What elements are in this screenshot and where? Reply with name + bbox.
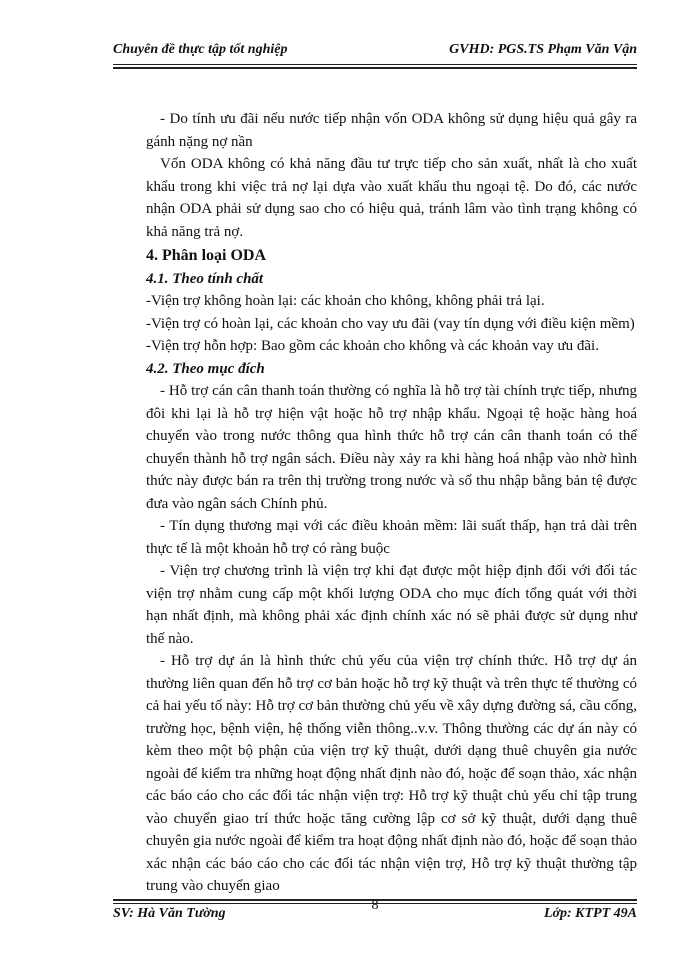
footer-student: SV: Hà Văn Tường: [113, 906, 226, 921]
paragraph-project-aid: - Hỗ trợ dự án là hình thức chủ yếu của viện trợ chính thức. Hỗ trợ dự án thường liên quan đến hỗ trợ cơ bản hoặc hỗ trợ kỹ thuật và trên thực tế thường có cả hai yếu tố này: Hỗ trợ cơ bản thường chủ yếu về xây dựng đường sá, cầu cống, trường học, bệnh viện, hệ thống viễn thông..v.v. Thông thường các dự án này có kèm theo một bộ phận của viện trợ kỹ thuật, dưới dạng thuê chuyên gia nước ngoài để kiểm tra những hoạt động nhất định nào đó, hoặc để soạn thảo, xác nhận các báo cáo cho các đối tác nhận viện trợ: Hỗ trợ kỹ thuật chủ yếu chỉ tập trung vào chuyển giao trí thức hoặc tăng cường lập cơ sở kỹ thuật, dưới dạng thuê chuyên gia nước ngoài để kiểm tra hoạt động nhất định nào đó, hoặc để soạn thảo xác nhận các báo cáo cho các đối tác nhận viện trợ, Hỗ trợ kỹ thuật thường tập trung vào chuyển giao: [146, 653, 637, 894]
page-footer: [113, 898, 637, 928]
header-advisor: GVHD: PGS.TS Phạm Văn Vận: [449, 42, 637, 57]
paragraph-balance-of-payments: - Hỗ trợ cán cân thanh toán thường có nghĩa là hỗ trợ tài chính trực tiếp, nhưng đôi khi lại là hỗ trợ hiện vật hoặc hỗ trợ nhập khẩu. Ngoại tệ hoặc hàng hoá chuyển vào trong nước thông qua hình thức hỗ trợ cán cân thanh toán có thể chuyển thành hỗ trợ ngân sách. Điều này xảy ra khi hàng hoá nhập vào nhờ hình thức này được bán ra trên thị trường trong nước và số thu nhập bằng bản tệ được đưa vào ngân sách Chính phủ.: [146, 383, 637, 512]
paragraph-repayment: Vốn ODA không có khả năng đầu tư trực tiếp cho sản xuất, nhất là cho xuất khẩu trong khi việc trả nợ lại dựa vào xuất khẩu thu ngoại tệ. Do đó, các nước nhận ODA phải sử dụng sao cho có hiệu quả, tránh lâm vào tình trạng không có khả năng trả nợ.: [146, 156, 637, 240]
paragraph-program-aid: - Viện trợ chương trình là viện trợ khi đạt được một hiệp định đối với đối tác viện trợ nhằm cung cấp một khối lượng ODA cho mục đích tổng quát với thời hạn nhất định, mà không phải xác định chính xác nó sẽ phải được sử dụng như thế nào.: [146, 563, 637, 647]
paragraph-commercial-credit: - Tín dụng thương mại với các điều khoản mềm: lãi suất thấp, hạn trả dài trên thực tế là một khoản hỗ trợ có ràng buộc: [146, 518, 637, 557]
list-item-loan: -Viện trợ có hoàn lại, các khoản cho vay ưu đãi (vay tín dụng với điều kiện mềm): [146, 315, 635, 332]
subsection-heading-by-purpose: 4.2. Theo mục đích: [146, 360, 265, 377]
paragraph-odа-risk: - Do tính ưu đãi nếu nước tiếp nhận vốn ODA không sử dụng hiệu quả gây ra gánh nặng nợ nần: [146, 111, 637, 150]
list-item-grant: -Viện trợ không hoàn lại: các khoản cho không, không phải trả lại.: [146, 293, 545, 309]
header-rule-bottom: [113, 67, 637, 69]
page-number: 8: [371, 898, 379, 913]
document-body: [146, 108, 637, 898]
section-heading-classification: 4. Phân loại ODA: [146, 247, 267, 264]
subsection-heading-by-nature: 4.1. Theo tính chất: [146, 270, 264, 287]
page-header: [113, 40, 637, 66]
footer-class: Lớp: KTPT 49A: [543, 906, 637, 921]
header-rule-top: [113, 64, 637, 65]
list-item-mixed: -Viện trợ hỗn hợp: Bao gồm các khoản cho không và các khoản vay ưu đãi.: [146, 338, 599, 354]
header-title: Chuyên đề thực tập tốt nghiệp: [113, 42, 288, 57]
